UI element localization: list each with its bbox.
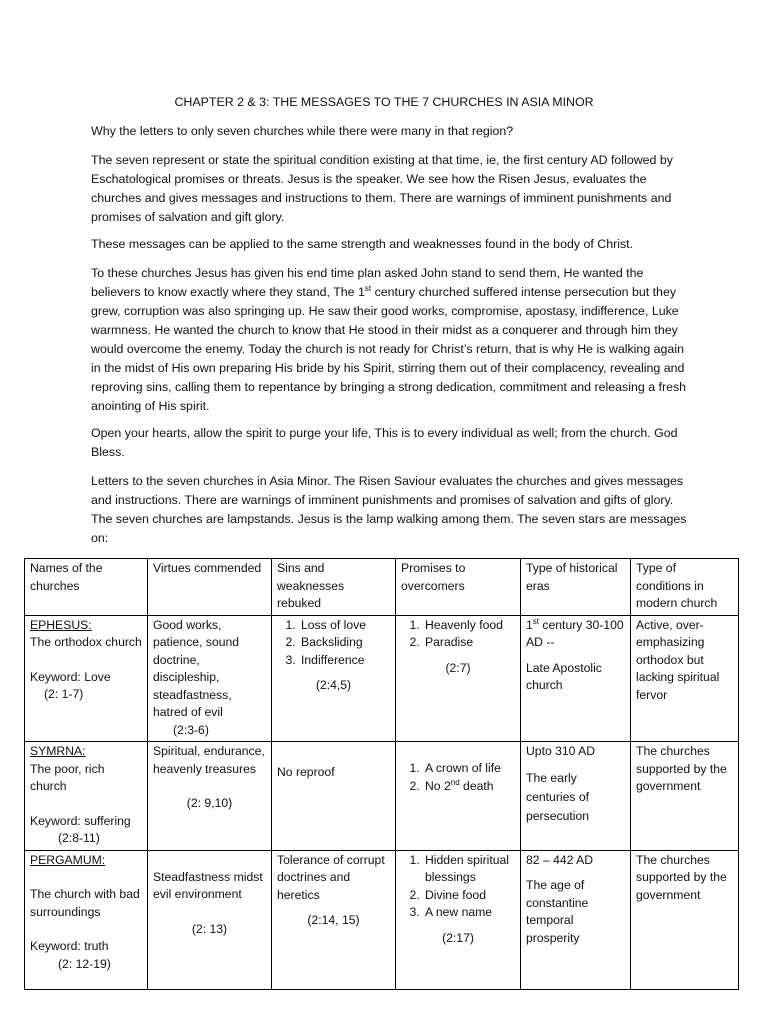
intro-paragraph: The seven represent or state the spiritual condition existing at that time, ie, the first century AD followed by Eschatological promises or threats. Jesus is the speaker. We see how the Risen Jesus, evaluates the churches and gives messages and instructions to them. There are warnings of imminent punishments and promises of salvation and gift glory. (91, 153, 673, 224)
modern-cell: The churches supported by the government (631, 742, 739, 851)
ordinal-suffix: st (532, 616, 540, 626)
persecution-text-rest: century churched suffered intense persecution but they grew, corruption was also springing up. He saw their good works, compromise, apostasy, indifference, Luke warmness. He wanted the church to know that He stood in their midst as a conquerer and through him they would overcome the enemy. Today the church is not ready for Christ’s return, that is why He is walking again in the midst of His own preparing His bride by his Spirit, stirring them out of their complacency, revealing and reproving sins, calling them to repentance by bringing a strong dedication, commitment and releasing a fresh anointing of His spirit. (91, 285, 687, 413)
table-row (25, 742, 739, 851)
virtues-text: Steadfastness midst evil environment (153, 869, 263, 901)
virtues-text: Spiritual, endurance, heavenly treasures (153, 744, 265, 776)
church-description: The poor, rich church (30, 761, 105, 793)
question-paragraph: Why the letters to only seven churches while there were many in that region? (91, 124, 514, 138)
church-reference: (2:8-11) (58, 831, 100, 845)
list-item: 3. A new name (423, 904, 515, 922)
era-century-rest: century 30-100 AD -- (526, 617, 624, 649)
list-item: 2. Paradise (423, 634, 515, 652)
virtues-text: Good works, patience, sound doctrine, discipleship, steadfastness, hatred of evil (153, 617, 240, 719)
virtues-cell (148, 615, 272, 742)
church-description: The church with bad surroundings (30, 887, 140, 919)
sins-reference: (2:14, 15) (307, 913, 360, 927)
promise-text: No 2 (425, 778, 451, 793)
document-title: CHAPTER 2 & 3: THE MESSAGES TO THE 7 CHURCHES IN ASIA MINOR (174, 95, 594, 109)
sins-list (277, 617, 390, 670)
churches-table (24, 558, 739, 990)
table-row (25, 850, 739, 989)
promises-reference: (2:7) (445, 660, 471, 675)
list-item (423, 778, 515, 796)
promises-list (401, 760, 515, 795)
sins-reference: (2:4,5) (315, 678, 352, 692)
ordinal-suffix: st (364, 283, 372, 293)
era-cell (521, 742, 631, 851)
modern-cell: Active, over-emphasizing orthodox but lacking spiritual fervor (631, 615, 739, 742)
virtues-cell (148, 850, 272, 989)
church-name: EPHESUS: (30, 617, 92, 632)
table-row (25, 615, 739, 742)
list-item: 1. Hidden spiritual blessings (423, 852, 515, 887)
exhortation-paragraph: Open your hearts, allow the spirit to purge your life, This is to every individual as well; from the church. God Bless. (91, 426, 678, 459)
era-cell (521, 850, 631, 989)
header-modern-conditions: Type of conditions in modern church (631, 559, 739, 616)
era-date (526, 618, 624, 650)
church-name: SYMRNA: (30, 744, 86, 758)
promises-reference: (2:17) (442, 930, 474, 945)
church-cell-ephesus (25, 615, 148, 742)
header-virtues: Virtues commended (148, 559, 272, 616)
list-item: 1. A crown of life (423, 760, 515, 778)
era-cell (521, 615, 631, 742)
era-name: The early centuries of persecution (526, 770, 590, 823)
era-date: Upto 310 AD (526, 744, 596, 758)
era-century-number: 1 (526, 617, 533, 632)
era-date: 82 – 442 AD (526, 852, 594, 867)
era-name: Late Apostolic church (526, 660, 602, 692)
list-item: 3. Indifference (299, 652, 390, 670)
virtues-reference: (2: 13) (191, 921, 228, 936)
table-header-row (25, 559, 739, 616)
persecution-text-start: To these churches Jesus has given his end time plan asked John stand to send them, He wanted the believers to know exactly where they stand, The 1 (91, 266, 644, 299)
sins-text: Tolerance of corrupt doctrines and heretics (277, 852, 385, 902)
virtues-cell (148, 742, 272, 851)
header-promises: Promises to overcomers (396, 559, 521, 616)
promises-cell (396, 615, 521, 742)
church-reference: (2: 12-19) (58, 956, 111, 971)
church-cell-symrna (25, 742, 148, 851)
sins-cell (272, 742, 396, 851)
header-historical-eras: Type of historical eras (521, 559, 631, 616)
promises-cell (396, 742, 521, 851)
church-description: The orthodox church (30, 635, 142, 649)
promise-text-end: death (459, 778, 494, 793)
sins-cell (272, 850, 396, 989)
church-keyword: Keyword: truth (30, 939, 109, 953)
header-church-names: Names of the churches (25, 559, 148, 616)
list-item: 1. Heavenly food (423, 617, 515, 635)
list-item: 1. Loss of love (299, 617, 390, 635)
church-reference: (2: 1-7) (44, 687, 84, 701)
church-keyword: Keyword: Love (30, 669, 111, 684)
promises-cell (396, 850, 521, 989)
persecution-paragraph (91, 264, 691, 416)
church-keyword: Keyword: suffering (30, 813, 131, 828)
ordinal-suffix: nd (450, 777, 460, 787)
church-name: PERGAMUM: (30, 852, 106, 867)
virtues-reference: (2: 9,10) (186, 796, 233, 810)
application-paragraph: These messages can be applied to the same strength and weaknesses found in the body of Christ. (91, 237, 634, 251)
sins-cell (272, 615, 396, 742)
era-name: The age of constantine temporal prosperity (526, 878, 589, 945)
sins-text: No reproof (277, 765, 335, 779)
virtues-reference: (2:3-6) (173, 722, 209, 737)
list-item: 2. Divine food (423, 887, 515, 905)
church-cell-pergamum (25, 850, 148, 989)
promises-list (401, 852, 515, 922)
modern-cell: The churches supported by the government (631, 850, 739, 989)
header-sins: Sins and weaknesses rebuked (272, 559, 396, 616)
list-item: 2. Backsliding (299, 634, 390, 652)
promises-list (401, 617, 515, 652)
letters-paragraph: Letters to the seven churches in Asia Minor. The Risen Saviour evaluates the churches and gives messages and instructions. There are warnings of imminent punishments and promises of salvation and gifts of glory. The seven churches are lampstands. Jesus is the lamp walking among them. The seven stars are messages on: (91, 474, 687, 545)
